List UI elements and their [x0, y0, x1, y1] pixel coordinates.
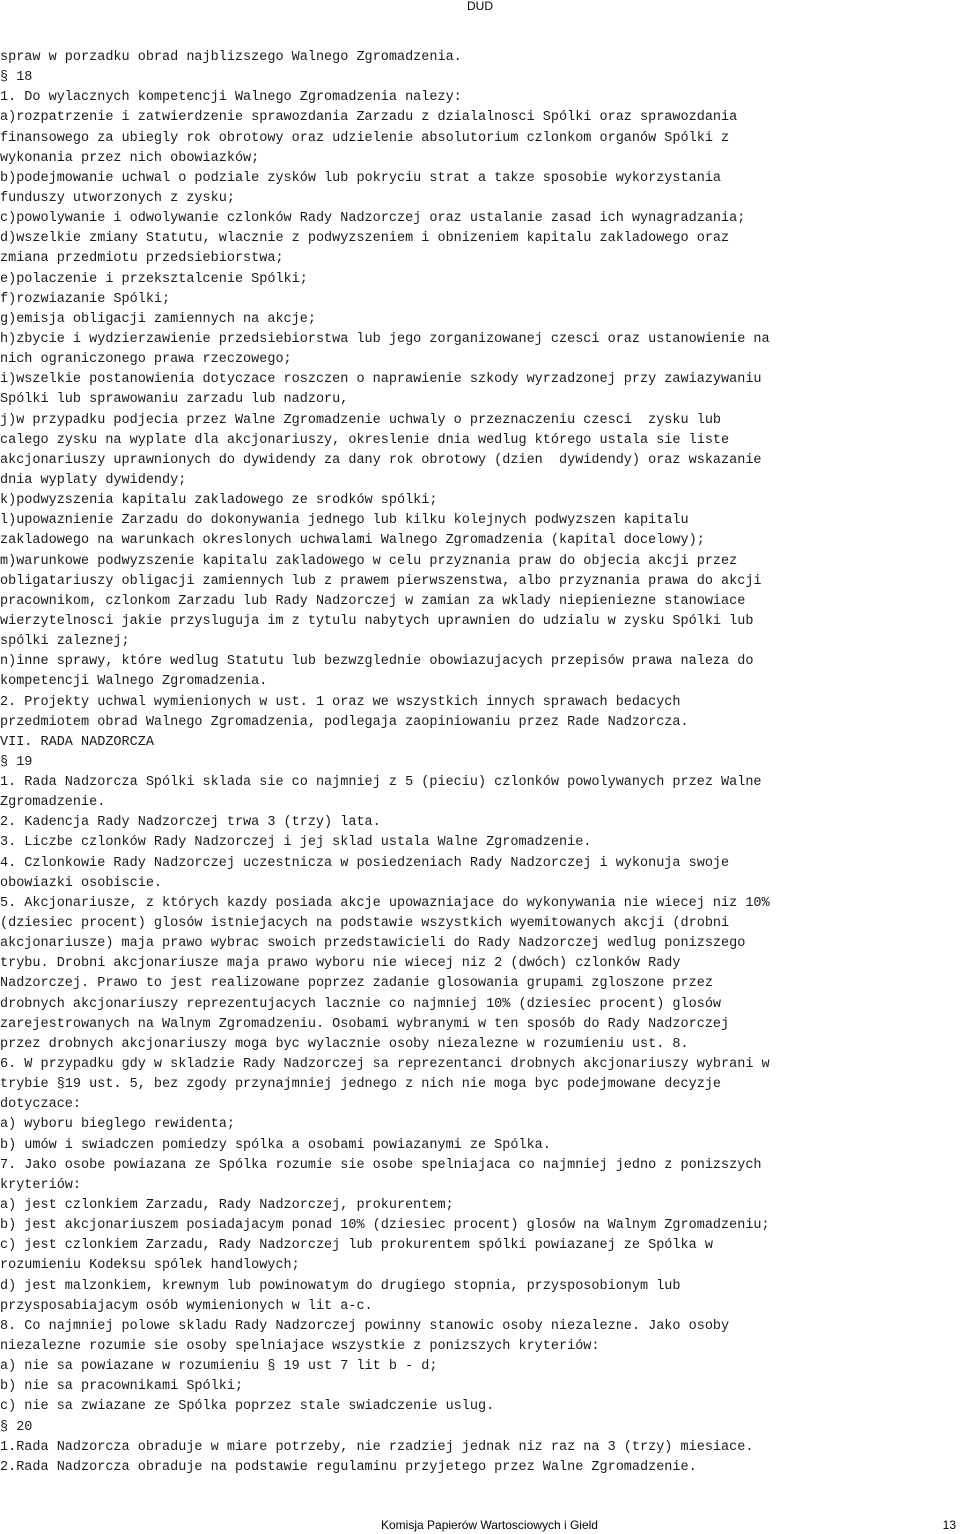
page-number: 13	[942, 1518, 956, 1532]
document-line: wierzytelnosci jakie przysluguja im z tytulu nabytych uprawnien do udzialu w zysku Spólki lub	[0, 613, 754, 629]
document-line: i)wszelkie postanowienia dotyczace roszczen o naprawienie szkody wyrzadzonej przy zawiazywaniu	[0, 372, 762, 388]
document-line: k)podwyzszenia kapitalu zakladowego ze srodków spólki;	[0, 493, 438, 509]
document-line: pracownikom, czlonkom Zarzadu lub Rady Nadzorczej w zamian za wklady niepieniezne stanowiace	[0, 593, 746, 609]
document-line: zmiana przedmiotu przedsiebiorstwa;	[0, 251, 284, 267]
document-line: 1.Rada Nadzorcza obraduje w miare potrzeby, nie rzadziej jednak niz raz na 3 (trzy) miesiace.	[0, 1439, 754, 1455]
document-line: drobnych akcjonariuszy reprezentujacych lacznie co najmniej 10% (dziesiec procent) glosów	[0, 996, 722, 1012]
document-line: d)wszelkie zmiany Statutu, wlacznie z podwyzszeniem i obnizeniem kapitalu zakladowego oraz	[0, 231, 730, 247]
document-line: n)inne sprawy, które wedlug Statutu lub bezwzglednie obowiazujacych przepisów prawa naleza do	[0, 654, 754, 670]
document-line: 3. Liczbe czlonków Rady Nadzorczej i jej sklad ustala Walne Zgromadzenie.	[0, 835, 592, 851]
document-line: 7. Jako osobe powiazana ze Spólka rozumie sie osobe spelniajaca co najmniej jedno z ponizszych	[0, 1157, 762, 1173]
document-line: a) jest czlonkiem Zarzadu, Rady Nadzorczej, prokurentem;	[0, 1198, 454, 1214]
document-line: 2. Projekty uchwal wymienionych w ust. 1 oraz we wszystkich innych sprawach bedacych	[0, 694, 681, 710]
document-line: 2.Rada Nadzorcza obraduje na podstawie regulaminu przyjetego przez Walne Zgromadzenie.	[0, 1459, 697, 1475]
document-line: 2. Kadencja Rady Nadzorczej trwa 3 (trzy) lata.	[0, 815, 381, 831]
document-line: 1. Do wylacznych kompetencji Walnego Zgromadzenia nalezy:	[0, 90, 462, 106]
document-line: obowiazki osobiscie.	[0, 875, 163, 891]
document-line: trybie §19 ust. 5, bez zgody przynajmniej jednego z nich nie moga byc podejmowane decyzje	[0, 1077, 722, 1093]
document-line: 1. Rada Nadzorcza Spólki sklada sie co najmniej z 5 (pieciu) czlonków powolywanych przez Walne	[0, 775, 762, 791]
document-line: (dziesiec procent) glosów istniejacych na podstawie wszystkich wyemitowanych akcji (drobni	[0, 916, 730, 932]
document-line: b) jest akcjonariuszem posiadajacym ponad 10% (dziesiec procent) glosów na Walnym Zgromadzeniu;	[0, 1218, 770, 1234]
page-footer	[0, 1517, 960, 1533]
document-line: rozumieniu Kodeksu spólek handlowych;	[0, 1258, 300, 1274]
document-line: dnia wyplaty dywidendy;	[0, 472, 187, 488]
document-line: trybu. Drobni akcjonariusze maja prawo wyboru nie wiecej niz 2 (dwóch) czlonków Rady	[0, 956, 681, 972]
document-line: d) jest malzonkiem, krewnym lub powinowatym do drugiego stopnia, przysposobionym lub	[0, 1278, 681, 1294]
page-header-title: DUD	[467, 0, 493, 13]
document-line: e)polaczenie i przeksztalcenie Spólki;	[0, 271, 308, 287]
document-line: j)w przypadku podjecia przez Walne Zgromadzenie uchwaly o przeznaczeniu czesci zysku lub	[0, 412, 722, 428]
document-line: Spólki lub sprawowaniu zarzadu lub nadzoru,	[0, 392, 349, 408]
document-line: 5. Akcjonariusze, z których kazdy posiada akcje upowazniajace do wykonywania nie wiecej niz 10%	[0, 895, 770, 911]
document-line: c)powolywanie i odwolywanie czlonków Rady Nadzorczej oraz ustalanie zasad ich wynagradzania;	[0, 211, 746, 227]
document-line: f)rozwiazanie Spólki;	[0, 291, 171, 307]
document-line: Zgromadzenie.	[0, 795, 106, 811]
document-line: c) jest czlonkiem Zarzadu, Rady Nadzorczej lub prokurentem spólki powiazanej ze Spólka w	[0, 1238, 713, 1254]
document-line: funduszy utworzonych z zysku;	[0, 190, 235, 206]
document-line: Nadzorczej. Prawo to jest realizowane poprzez zadanie glosowania grupami zgloszone przez	[0, 976, 713, 992]
document-line: c) nie sa zwiazane ze Spólka poprzez stale swiadczenie uslug.	[0, 1399, 495, 1415]
document-line: wykonania przez nich obowiazków;	[0, 150, 260, 166]
document-line: dotyczace:	[0, 1097, 82, 1113]
document-line: § 19	[0, 754, 33, 770]
document-line: 8. Co najmniej polowe skladu Rady Nadzorczej powinny stanowic osoby niezalezne. Jako osoby	[0, 1318, 730, 1334]
document-line: 6. W przypadku gdy w skladzie Rady Nadzorczej sa reprezentanci drobnych akcjonariuszy wybrani w	[0, 1057, 770, 1073]
document-line: calego zysku na wyplate dla akcjonariuszy, okreslenie dnia wedlug którego ustala sie liste	[0, 432, 730, 448]
document-line: zakladowego na warunkach okreslonych uchwalami Walnego Zgromadzenia (kapital docelowy);	[0, 533, 705, 549]
document-line: § 20	[0, 1419, 33, 1435]
document-line: a) wyboru bieglego rewidenta;	[0, 1117, 235, 1133]
document-line: spraw w porzadku obrad najblizszego Walnego Zgromadzenia.	[0, 50, 462, 65]
document-line: h)zbycie i wydzierzawienie przedsiebiorstwa lub jego zorganizowanej czesci oraz ustanowienie na	[0, 331, 770, 347]
document-line: finansowego za ubiegly rok obrotowy oraz udzielenie absolutorium czlonkom organów Spólki z	[0, 130, 730, 146]
document-line: l)upowaznienie Zarzadu do dokonywania jednego lub kilku kolejnych podwyzszen kapitalu	[0, 513, 689, 529]
document-line: nich ograniczonego prawa rzeczowego;	[0, 352, 292, 368]
document-line: kompetencji Walnego Zgromadzenia.	[0, 674, 268, 690]
document-line: VII. RADA NADZORCZA	[0, 734, 154, 750]
document-line: akcjonariuszy uprawnionych do dywidendy za dany rok obrotowy (dzien dywidendy) oraz wskazanie	[0, 452, 762, 468]
document-line: m)warunkowe podwyzszenie kapitalu zakladowego w celu przyznania praw do objecia akcji przez	[0, 553, 738, 569]
document-line: b) umów i swiadczen pomiedzy spólka a osobami powiazanymi ze Spólka.	[0, 1137, 551, 1153]
document-line: zarejestrowanych na Walnym Zgromadzeniu. Osobami wybranymi w ten sposób do Rady Nadzorczej	[0, 1016, 730, 1032]
document-line: przez drobnych akcjonariuszy moga byc wylacznie osoby niezalezne w rozumieniu ust. 8.	[0, 1036, 689, 1052]
document-line: spólki zaleznej;	[0, 634, 130, 650]
document-line: a) nie sa powiazane w rozumieniu § 19 ust 7 lit b - d;	[0, 1359, 438, 1375]
document-body	[0, 48, 960, 1478]
footer-source: Komisja Papierów Wartosciowych i Gield	[381, 1518, 598, 1532]
document-line: 4. Czlonkowie Rady Nadzorczej uczestnicza w posiedzeniach Rady Nadzorczej i wykonuja swoje	[0, 855, 730, 871]
document-line: g)emisja obligacji zamiennych na akcje;	[0, 311, 316, 327]
document-line: akcjonariusze) maja prawo wybrac swoich przedstawicieli do Rady Nadzorczej wedlug ponizszego	[0, 936, 746, 952]
document-line: przedmiotem obrad Walnego Zgromadzenia, podlegaja zaopiniowaniu przez Rade Nadzorcza.	[0, 714, 689, 730]
document-line: § 18	[0, 70, 33, 86]
document-line: kryteriów:	[0, 1177, 82, 1193]
document-line: a)rozpatrzenie i zatwierdzenie sprawozdania Zarzadu z dzialalnosci Spólki oraz sprawozdania	[0, 110, 738, 126]
document-line: obligatariuszy obligacji zamiennych lub z prawem pierwszenstwa, albo przyznania prawa do akcji	[0, 573, 762, 589]
document-line: przysposabiajacym osób wymienionych w lit a-c.	[0, 1298, 373, 1314]
document-line: b)podejmowanie uchwal o podziale zysków lub pokryciu strat a takze sposobie wykorzystania	[0, 170, 722, 186]
document-line: b) nie sa pracownikami Spólki;	[0, 1379, 244, 1395]
document-line: niezalezne rozumie sie osoby spelniajace wszystkie z ponizszych kryteriów:	[0, 1339, 600, 1354]
